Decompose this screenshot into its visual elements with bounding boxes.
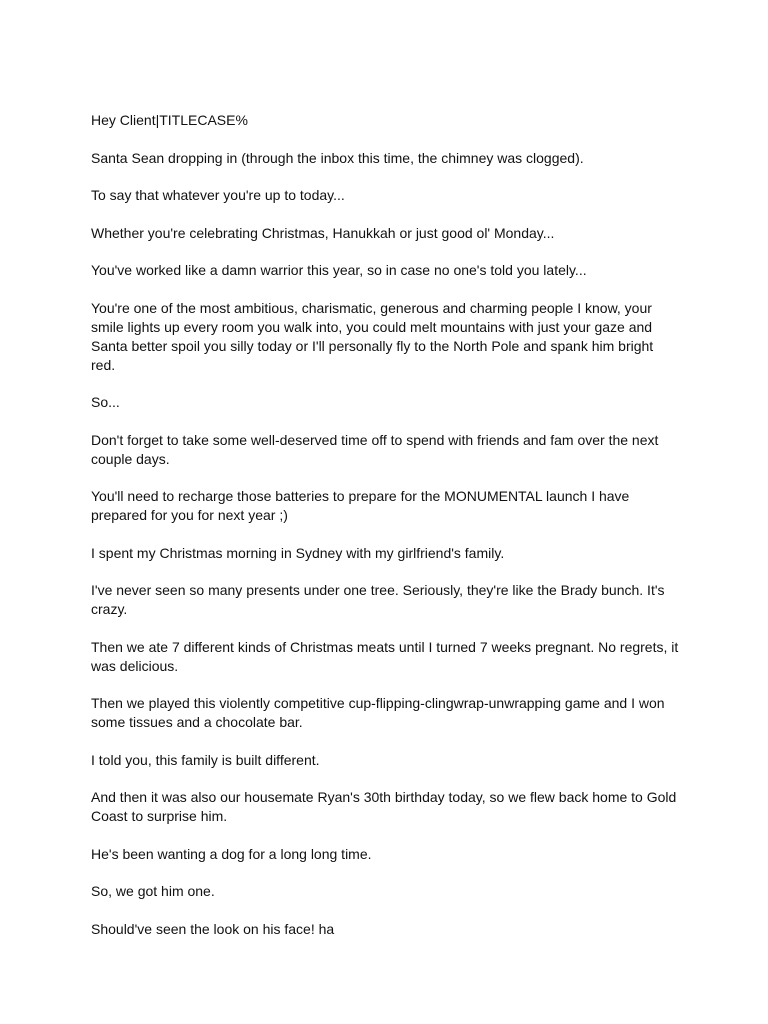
paragraph: I've never seen so many presents under one tree. Seriously, they're like the Brady bunch. It's crazy. [91, 582, 665, 617]
paragraph: He's been wanting a dog for a long long time. [91, 845, 372, 862]
paragraph-intro: Santa Sean dropping in (through the inbox this time, the chimney was clogged). [91, 149, 584, 166]
paragraph: Whether you're celebrating Christmas, Hanukkah or just good ol' Monday... [91, 224, 555, 241]
paragraph: Then we played this violently competitive cup-flipping-clingwrap-unwrapping game and I won some tissues and a chocolate bar. [91, 695, 665, 730]
paragraph: You're one of the most ambitious, charismatic, generous and charming people I know, your smile lights up every room you walk into, you could melt mountains with just your gaze and Santa better spoil you silly today or I'll personally fly to the North Pole and spank him bright red. [91, 299, 654, 373]
paragraph: I told you, this family is built different. [91, 751, 320, 768]
paragraph: Don't forget to take some well-deserved time off to spend with friends and fam over the next couple days. [91, 431, 659, 467]
paragraph: To say that whatever you're up to today... [91, 187, 345, 203]
document-page [91, 111, 681, 957]
paragraph: You've worked like a damn warrior this year, so in case no one's told you lately... [91, 262, 587, 278]
paragraph: You'll need to recharge those batteries to prepare for the MONUMENTAL launch I have prepared for you for next year ;) [91, 488, 630, 523]
greeting-line: Hey Client|TITLECASE% [91, 112, 248, 128]
paragraph: I spent my Christmas morning in Sydney with my girlfriend's family. [91, 544, 505, 561]
paragraph: And then it was also our housemate Ryan's 30th birthday today, so we flew back home to Gold Coast to surprise him. [91, 789, 677, 824]
paragraph: So... [91, 394, 120, 410]
paragraph: Then we ate 7 different kinds of Christmas meats until I turned 7 weeks pregnant. No regrets, it was delicious. [91, 638, 679, 674]
closing-line: Should've seen the look on his face! ha [91, 920, 335, 937]
paragraph: So, we got him one. [91, 883, 215, 899]
